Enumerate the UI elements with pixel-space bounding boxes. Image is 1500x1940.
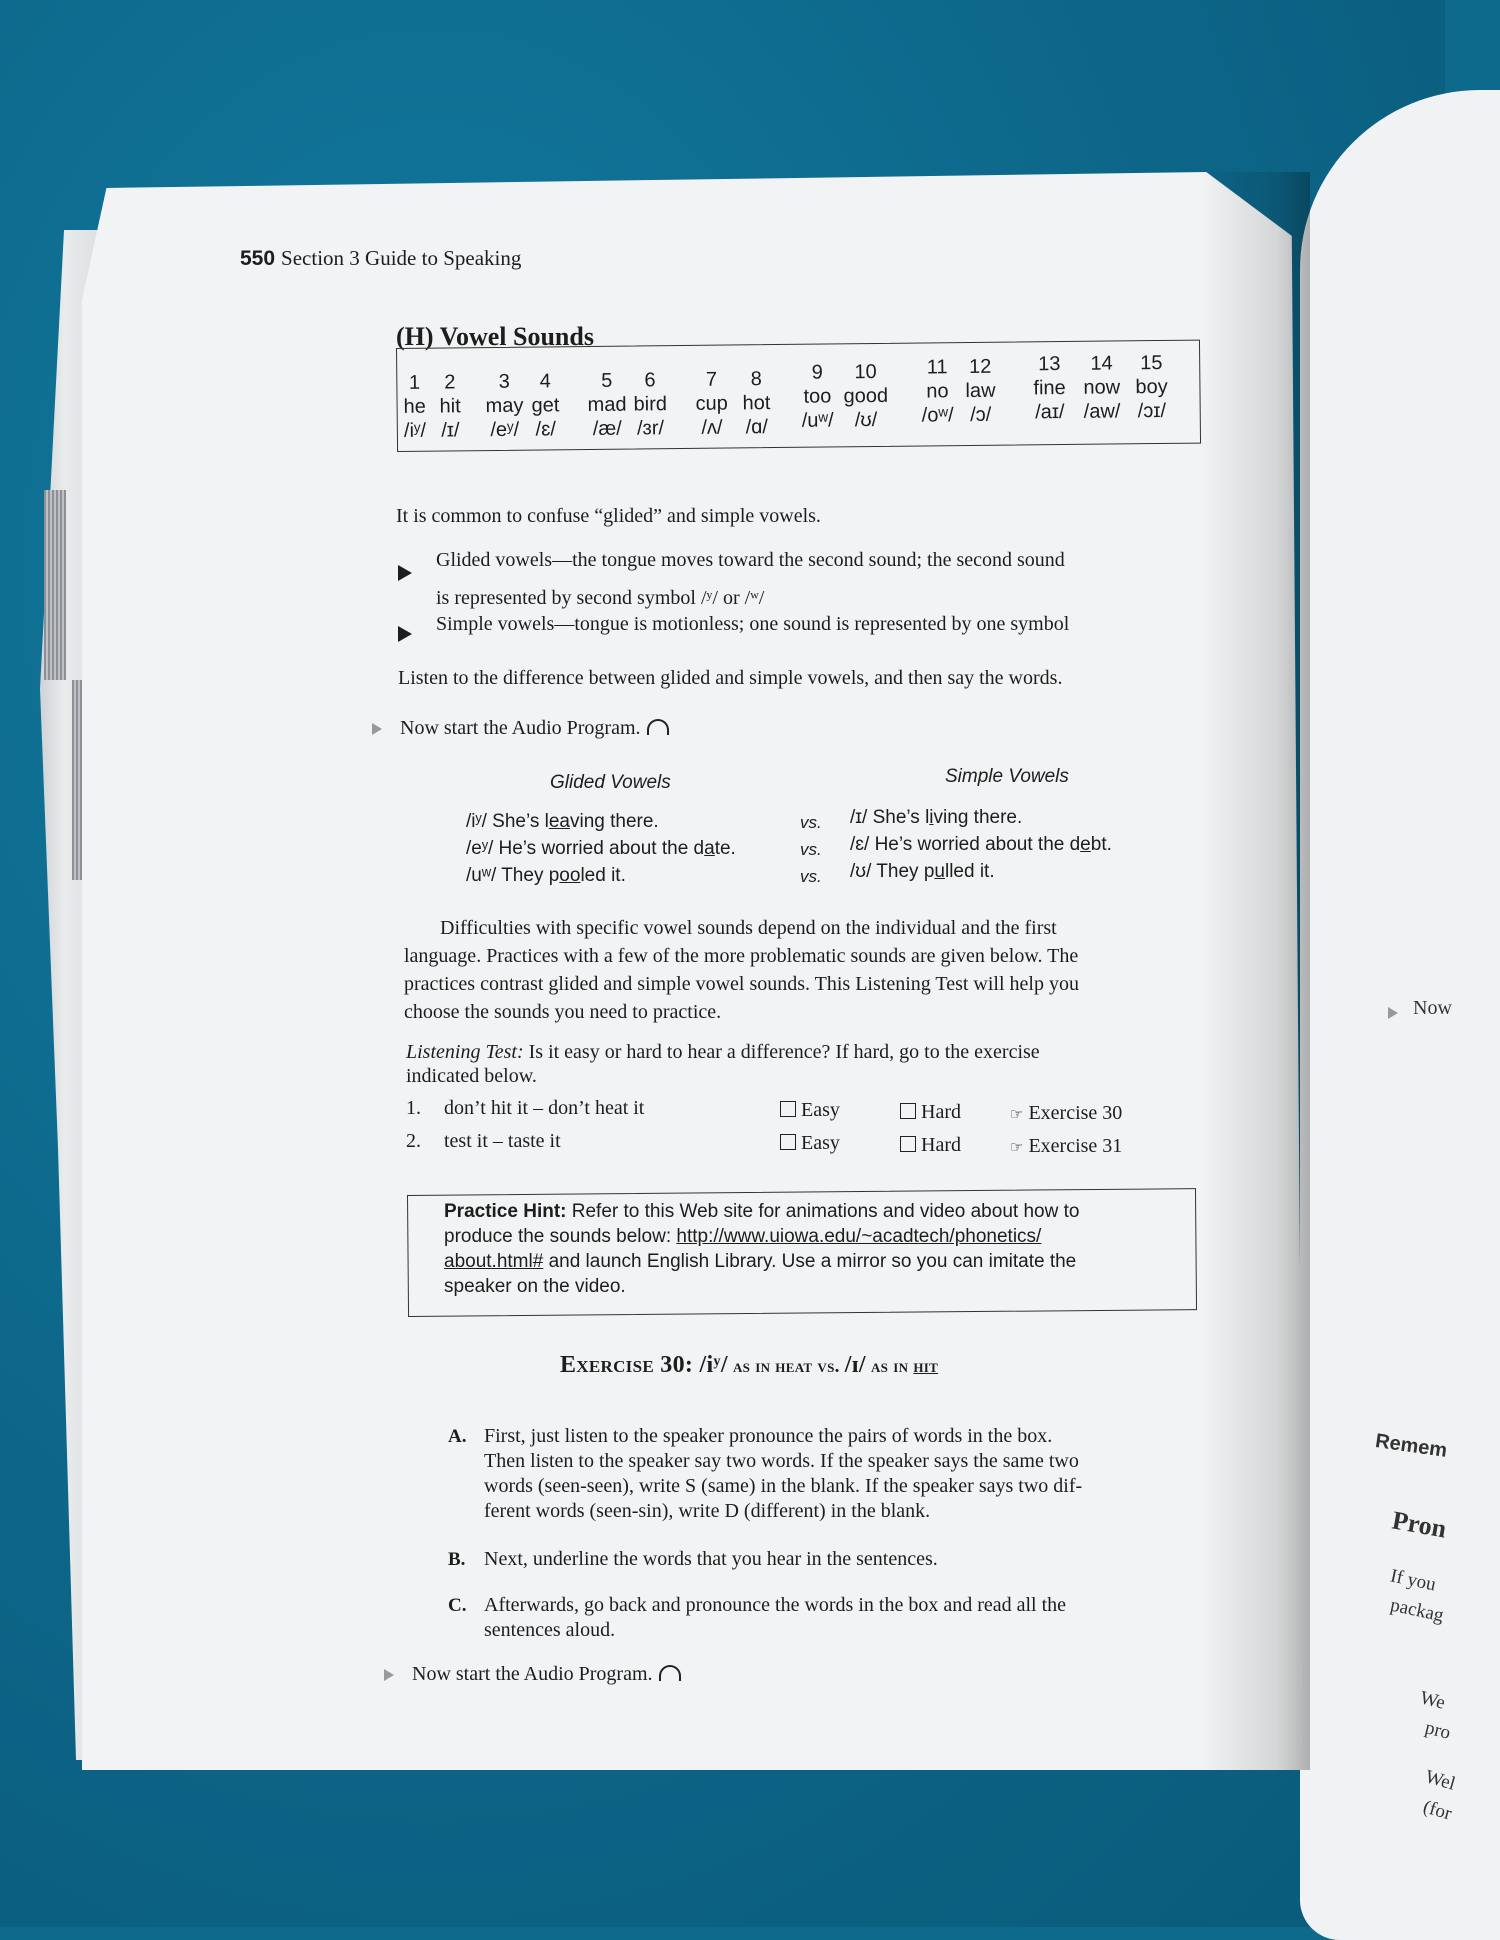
checkbox-icon[interactable] [900, 1103, 916, 1119]
bullet-simple: Simple vowels—tongue is motionless; one sound is represented by one symbol [436, 613, 1070, 635]
facing-text-wel: Wel [1422, 1766, 1458, 1795]
difficulties-line-1: Difficulties with specific vowel sounds depend on the individual and the first [440, 917, 1057, 939]
vowel-cell: 4 get /ɛ/ [531, 370, 560, 441]
vs-label: vs. [800, 840, 822, 859]
bullet-glided-line2: is represented by second symbol /ʸ/ or /ʷ/ [436, 587, 765, 609]
vowel-cell: 1 he /iʸ/ [403, 371, 427, 442]
difficulties-line-4: choose the sounds you need to practice. [404, 1001, 722, 1023]
vowel-cell: 6 bird /ɜr/ [633, 369, 668, 440]
audio-prompt-2: Now start the Audio Program. [412, 1660, 681, 1688]
vowel-cell: 7 cup /ʌ/ [695, 368, 728, 439]
glided-pair-2: /eʸ/ He’s worried about the date. [466, 838, 736, 859]
facing-text-if-you: If you [1388, 1565, 1438, 1596]
easy-checkbox[interactable]: Easy [780, 1129, 840, 1157]
listening-test-intro: Listening Test: Is it easy or hard to hear a difference? If hard, go to the exercise [406, 1041, 1040, 1063]
intro-text: It is common to confuse “glided” and simple vowels. [396, 505, 821, 527]
simple-pair-1: /ɪ/ She’s living there. [850, 807, 1023, 828]
step-letter-a: A. [448, 1426, 467, 1447]
arrow-icon [1388, 1007, 1398, 1019]
test-item-number: 1. [406, 1097, 421, 1119]
bullet-arrow-icon [398, 565, 412, 581]
test-item-text: don’t hit it – don’t heat it [444, 1097, 645, 1119]
vs-label: vs. [800, 867, 822, 886]
arrow-icon [384, 1669, 394, 1681]
hard-checkbox[interactable]: Hard [900, 1131, 961, 1159]
hard-checkbox[interactable]: Hard [900, 1098, 961, 1126]
checkbox-icon[interactable] [900, 1136, 916, 1152]
page-gutter-shadow [1200, 172, 1310, 1770]
pointing-hand-icon: ☞ [1010, 1139, 1024, 1156]
headphones-icon [647, 719, 669, 735]
step-b-text: Next, underline the words that you hear in the sentences. [484, 1548, 938, 1570]
hint-link[interactable]: http://www.uiowa.edu/~acadtech/phonetics/ [676, 1226, 1042, 1247]
test-item-text: test it – taste it [444, 1130, 561, 1152]
headphones-icon [659, 1665, 681, 1681]
checkbox-icon[interactable] [780, 1101, 796, 1117]
simple-pair-2: /ɛ/ He’s worried about the debt. [850, 834, 1112, 855]
vowel-cell: 5 mad /æ/ [587, 369, 627, 440]
step-letter-b: B. [448, 1549, 466, 1570]
step-a-text: First, just listen to the speaker pronounce the pairs of words in the box. Then listen to the speaker say two words. If the speaker says the same two words (seen-seen), write S (same) in the blank. If the speaker says two dif- ferent words (seen-sin), write D (different) in the blank. [484, 1425, 1083, 1522]
vs-label: vs. [800, 813, 822, 832]
facing-text-now: Now [1413, 997, 1452, 1019]
bullet-glided-line1: Glided vowels—the tongue moves toward the second sound; the second sound [436, 549, 1065, 571]
difficulties-line-2: language. Practices with a few of the more problematic sounds are given below. The [404, 945, 1079, 967]
step-c-text: Afterwards, go back and pronounce the words in the box and read all the sentences aloud. [484, 1594, 1067, 1641]
bullet-arrow-icon [398, 626, 412, 642]
facing-text-packag: packag [1388, 1594, 1446, 1627]
facing-text-pro: pro [1422, 1717, 1453, 1744]
vowel-cell: 2 hit /ɪ/ [439, 371, 461, 442]
simple-vowels-header: Simple Vowels [945, 766, 1069, 787]
vowel-cell: 9 too /uʷ/ [801, 361, 834, 432]
section-name: Section 3 Guide to Speaking [281, 246, 522, 270]
glided-pair-3: /uʷ/ They pooled it. [466, 865, 626, 886]
checkbox-icon[interactable] [780, 1134, 796, 1150]
test-item-number: 2. [406, 1130, 421, 1152]
vowel-cell: 12 law /ɔ/ [965, 355, 996, 426]
practice-hint-text: Practice Hint: Refer to this Web site for animations and video about how to produce the sounds below: http://www.uiowa.edu/~acadtech/phonetics/ about.html# and launch English Library. Use a mirror so you can imitate the speaker on the video. [444, 1201, 1080, 1297]
vowel-cell: 11 no /oʷ/ [921, 356, 954, 427]
section-title: (H) Vowel Sounds [396, 322, 594, 351]
listen-instruction: Listen to the difference between glided and simple vowels, and then say the words. [398, 667, 1063, 689]
simple-pair-3: /ʊ/ They pulled it. [850, 861, 995, 882]
listening-test-intro-2: indicated below. [406, 1065, 537, 1087]
running-head [240, 246, 521, 271]
vowel-cell: 8 hot /ɑ/ [742, 368, 771, 439]
page-number: 550 [240, 247, 276, 270]
facing-text-pron: Pron [1389, 1505, 1449, 1544]
vowel-chart [396, 340, 1201, 452]
glided-vowels-header: Glided Vowels [550, 772, 671, 793]
exercise-reference: ☞ Exercise 30 [1010, 1102, 1123, 1124]
glided-pair-1: /iʸ/ She’s leaving there. [466, 811, 659, 832]
pointing-hand-icon: ☞ [1010, 1106, 1024, 1123]
vowel-cell: 14 now /aw/ [1083, 352, 1121, 423]
facing-text-remem: Remem [1373, 1430, 1449, 1462]
facing-page [1300, 90, 1500, 1940]
exercise-reference: ☞ Exercise 31 [1010, 1135, 1123, 1157]
facing-text-we: We [1417, 1687, 1448, 1714]
edge-tab [44, 490, 66, 680]
vowel-cell: 13 fine /aɪ/ [1033, 353, 1066, 424]
difficulties-line-3: practices contrast glided and simple vowel sounds. This Listening Test will help you [404, 973, 1079, 995]
vowel-cell: 10 good /ʊ/ [843, 360, 889, 432]
vowel-cell: 3 may /eʸ/ [485, 370, 524, 442]
exercise-title: Exercise 30: /iʸ/ as in heat vs. /ɪ/ as in hit [560, 1352, 939, 1378]
arrow-icon [372, 723, 382, 735]
step-letter-c: C. [448, 1595, 467, 1616]
audio-prompt: Now start the Audio Program. [400, 714, 669, 742]
facing-text-for: (for [1420, 1796, 1454, 1825]
hint-link[interactable]: about.html# [444, 1251, 544, 1272]
vowel-cell: 15 boy /ɔɪ/ [1135, 351, 1168, 423]
easy-checkbox[interactable]: Easy [780, 1096, 840, 1124]
